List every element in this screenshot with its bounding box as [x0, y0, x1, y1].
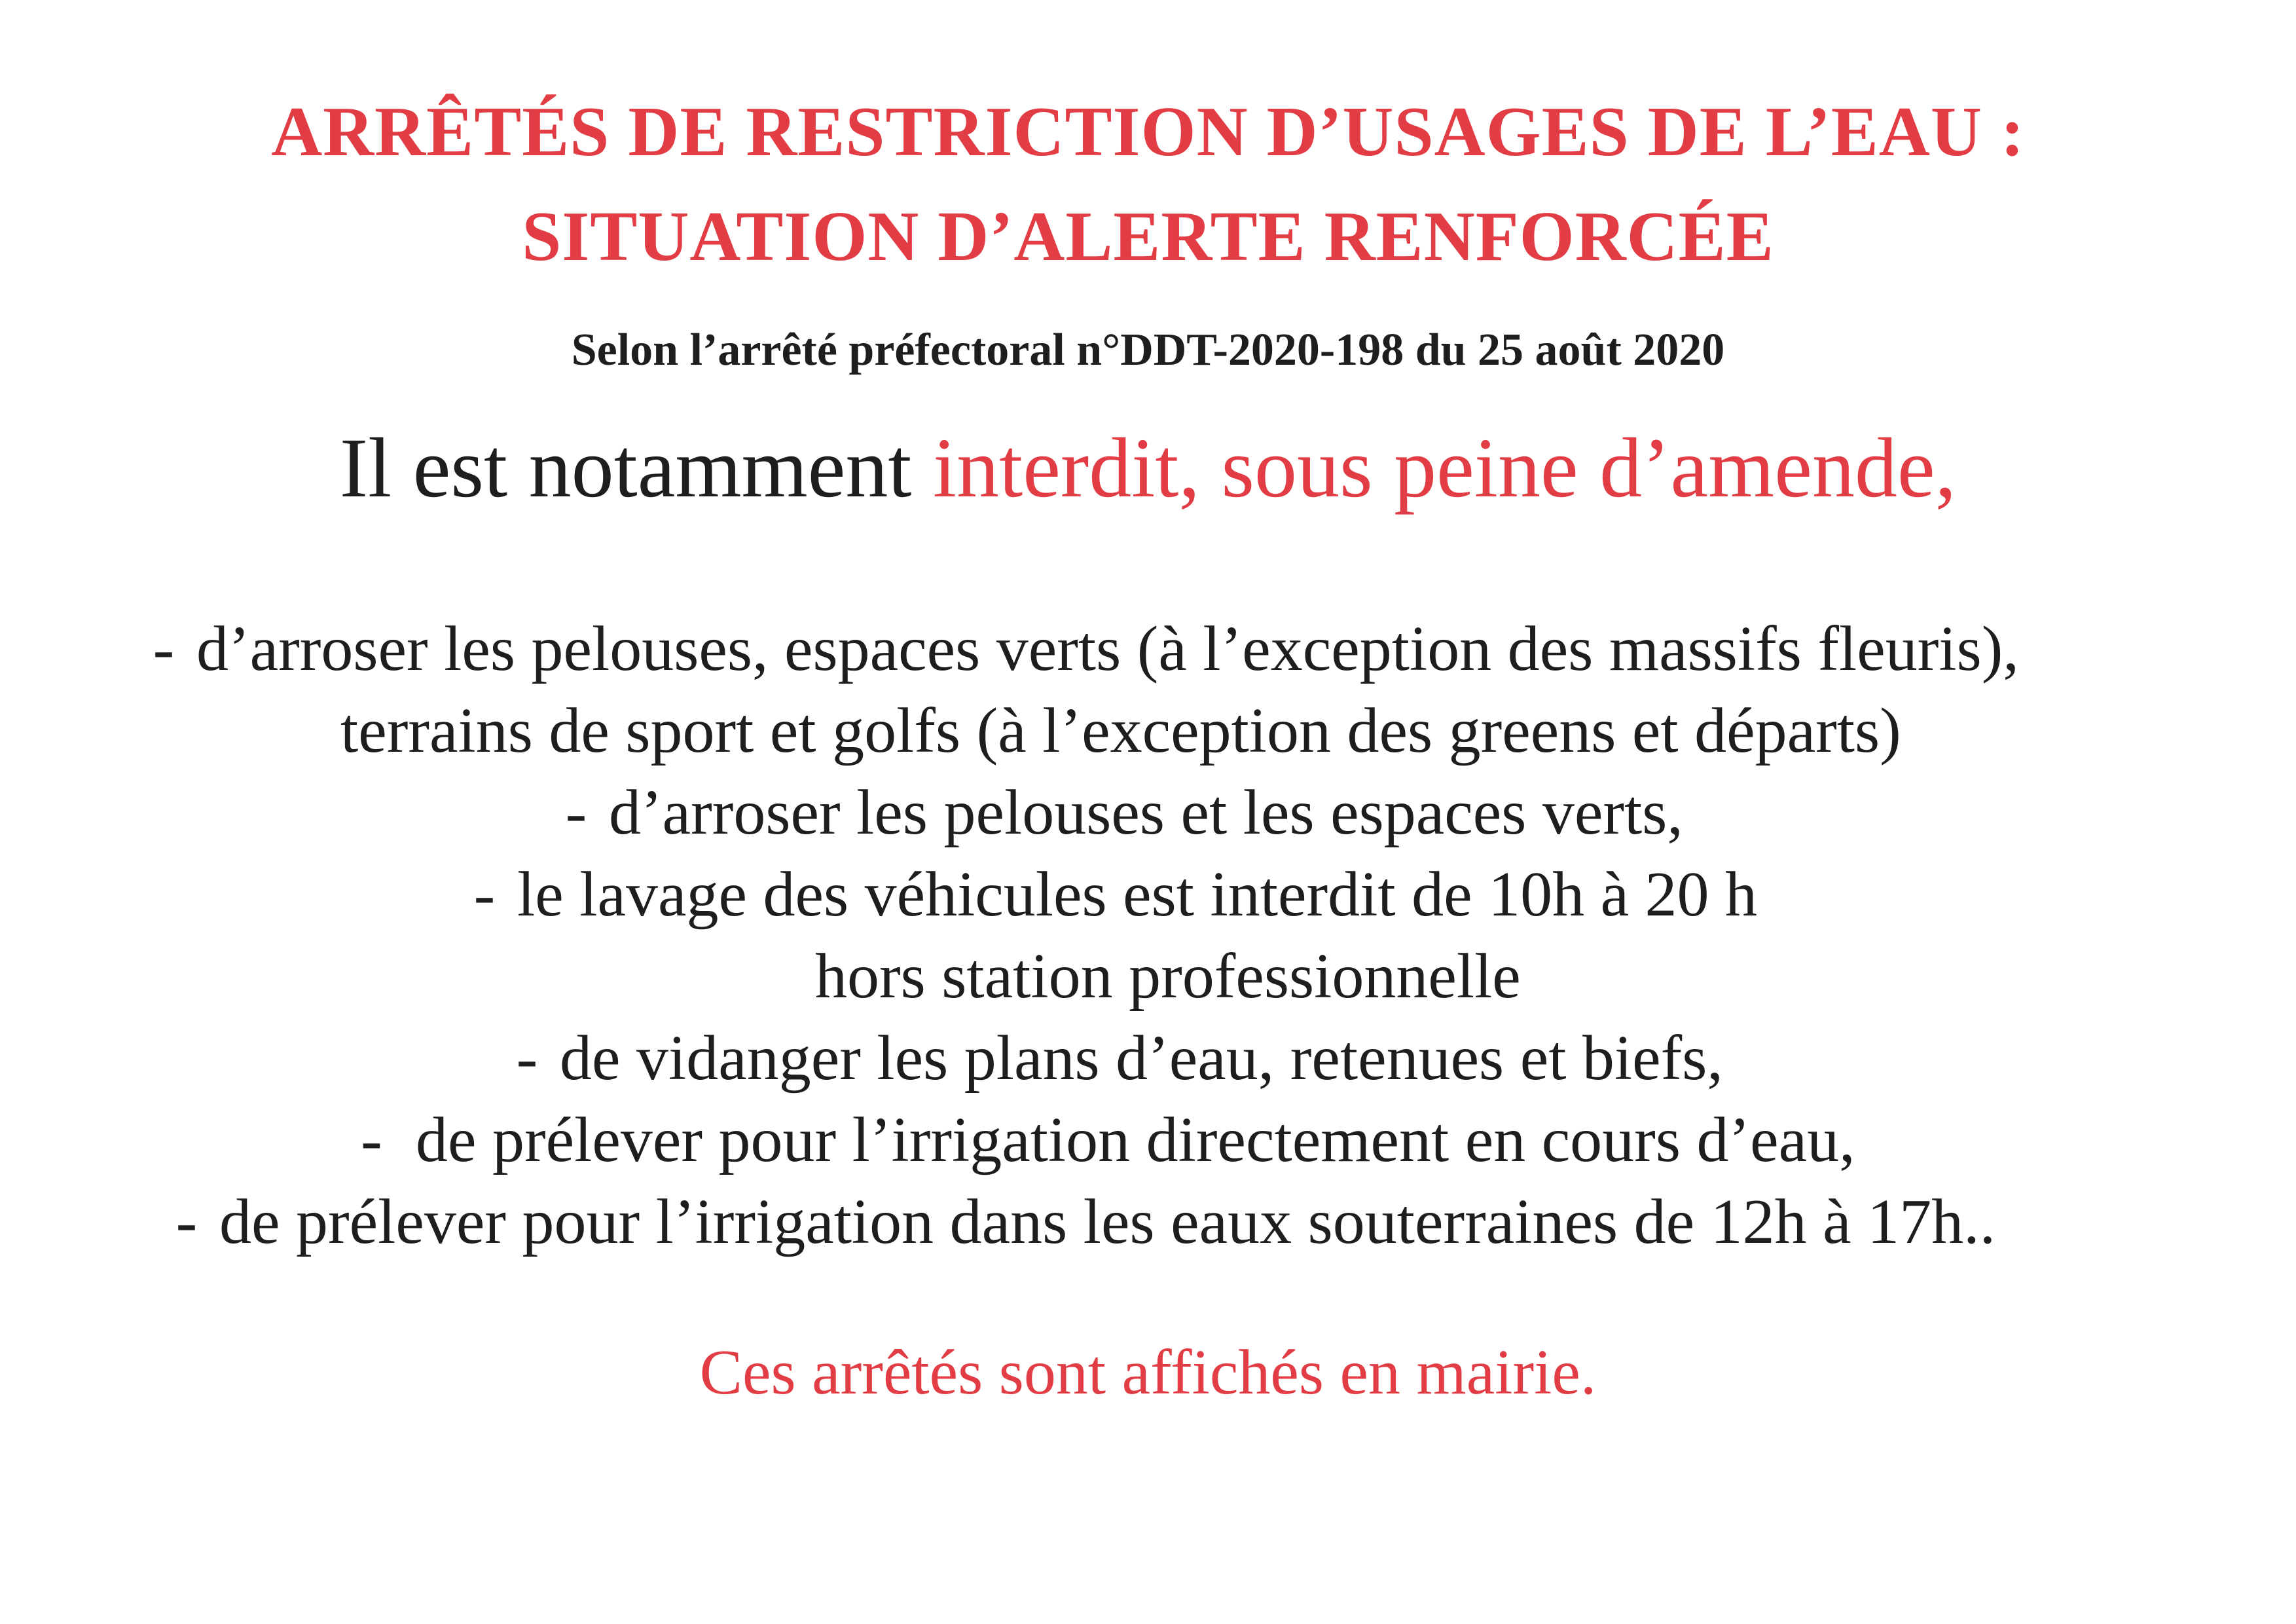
- list-item: [452, 858, 1757, 931]
- list-dash: -: [153, 614, 175, 684]
- list-item-text: le lavage des véhicules est interdit de 10h à 20 h: [517, 859, 1758, 930]
- list-item-text: d’arroser les pelouses, espaces verts (à l’exception des massifs fleuris),: [196, 614, 2019, 684]
- list-item-text: de vidanger les plans d’eau, retenues et biefs,: [560, 1023, 1723, 1094]
- list-dash: -: [473, 859, 496, 930]
- list-item: [327, 1103, 1855, 1177]
- list-item-continuation: [815, 940, 1521, 1013]
- list-dash: -: [565, 777, 587, 848]
- title-line-2: SITUATION D’ALERTE RENFORCÉE: [522, 198, 1774, 276]
- list-item-text: terrains de sport et golfs (à l’exception des greens et départs): [340, 695, 1901, 766]
- list-item-text: de prélever pour l’irrigation directement en cours d’eau,: [416, 1105, 1855, 1175]
- list-item: [154, 1185, 1995, 1259]
- decree-reference: Selon l’arrêté préfectoral n°DDT-2020-198 du 25 août 2020: [571, 325, 1725, 375]
- list-dash: -: [361, 1105, 382, 1175]
- lead-sentence: [0, 419, 2296, 517]
- list-item-continuation: [340, 694, 1901, 767]
- list-dash: -: [516, 1023, 538, 1094]
- lead-text: Il est notamment: [339, 421, 933, 515]
- list-item: [494, 1022, 1723, 1095]
- lead-warning: interdit, sous peine d’amende,: [933, 421, 1957, 515]
- list-dash: -: [175, 1187, 198, 1257]
- title-line-1: ARRÊTÉS DE RESTRICTION D’USAGES DE L’EAU :: [271, 93, 2025, 171]
- footer-note: Ces arrêtés sont affichés en mairie.: [699, 1337, 1597, 1408]
- list-item-text: de prélever pour l’irrigation dans les eaux souterraines de 12h à 17h..: [219, 1187, 1996, 1257]
- list-item-text: hors station professionnelle: [815, 941, 1521, 1012]
- list-item: [131, 612, 2019, 686]
- list-item: [543, 776, 1683, 849]
- list-item-text: d’arroser les pelouses et les espaces verts,: [609, 777, 1683, 848]
